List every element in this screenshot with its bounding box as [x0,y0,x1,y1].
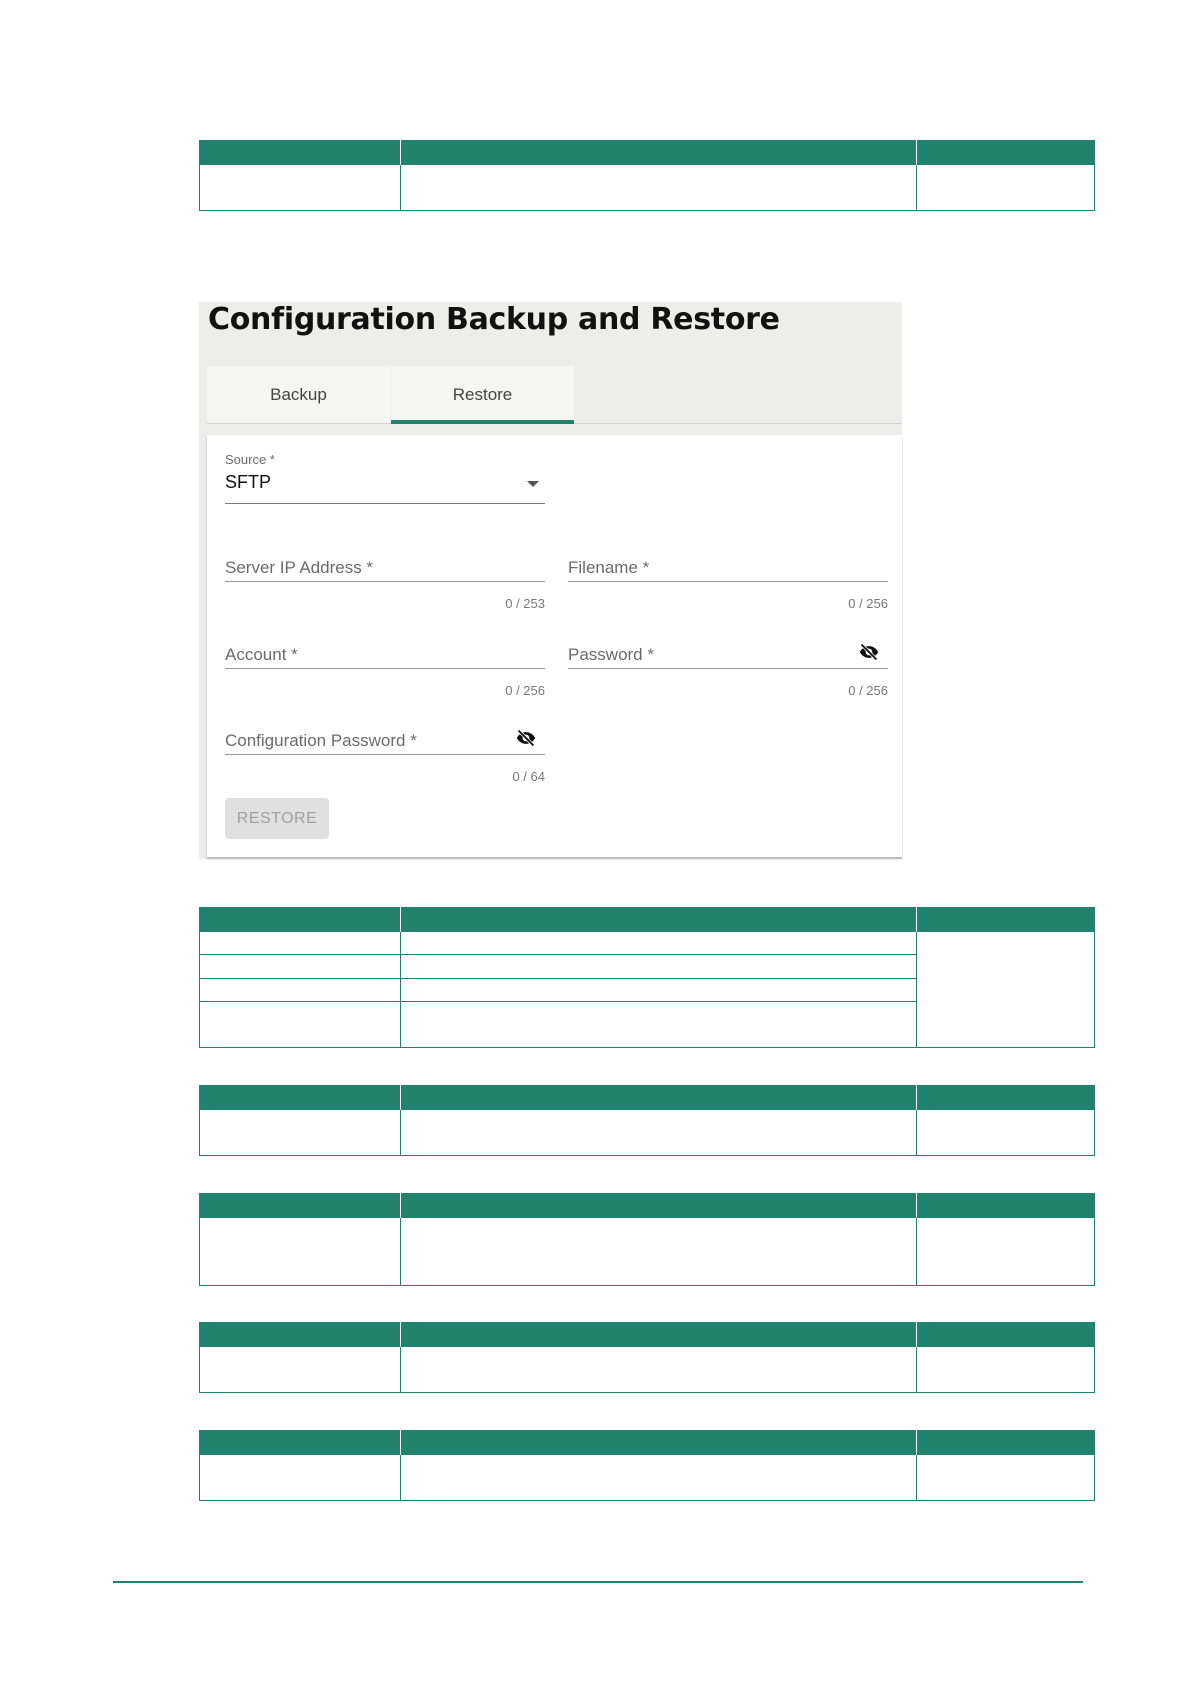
tab-bar [207,366,902,424]
account-underline [225,668,545,669]
password-counter: 0 / 256 [848,683,888,698]
doc-table-5 [199,1322,1095,1393]
table-row [200,932,1095,955]
eye-off-icon[interactable] [856,642,882,662]
password-underline [568,668,888,669]
dropdown-arrow-icon [527,481,539,487]
account-counter: 0 / 256 [505,683,545,698]
doc-table-1 [199,140,1095,211]
config-password-field[interactable] [225,712,545,782]
restore-panel [207,435,902,857]
config-password-label: Configuration Password * [225,731,417,750]
filename-underline [568,581,888,582]
server-ip-field[interactable] [225,539,545,609]
server-ip-label: Server IP Address * [225,558,374,577]
doc-table-3 [199,1085,1095,1156]
source-value: SFTP [225,472,272,492]
table-row [200,1347,1095,1393]
source-underline [225,503,545,504]
config-password-underline [225,754,545,755]
table-row [200,165,1095,211]
table-header-row [200,908,1095,932]
table-header-row [200,1431,1095,1455]
page-title: Configuration Backup and Restore [208,302,780,337]
filename-field[interactable] [568,539,888,609]
doc-table-6 [199,1430,1095,1501]
password-field[interactable] [568,626,888,696]
filename-label: Filename * [568,558,650,577]
account-field[interactable] [225,626,545,696]
footer-rule [113,1581,1083,1583]
source-select[interactable] [225,452,545,504]
table-header-row [200,1086,1095,1110]
tab-backup[interactable]: Backup [207,366,390,423]
restore-button[interactable]: RESTORE [225,798,329,839]
doc-table-4 [199,1193,1095,1286]
tab-restore[interactable]: Restore [391,366,574,423]
account-label: Account * [225,645,298,664]
filename-counter: 0 / 256 [848,596,888,611]
password-label: Password * [568,645,654,664]
table-header-row [200,1323,1095,1347]
table-row [200,1455,1095,1501]
table-row [200,1218,1095,1286]
eye-off-icon[interactable] [513,728,539,748]
table-row [200,1110,1095,1156]
server-ip-counter: 0 / 253 [505,596,545,611]
server-ip-underline [225,581,545,582]
table-header-row [200,1194,1095,1218]
table-header-row [200,141,1095,165]
doc-table-2 [199,907,1095,1048]
config-backup-restore-screenshot [199,302,902,859]
config-password-counter: 0 / 64 [512,769,545,784]
source-label: Source * [225,452,275,467]
